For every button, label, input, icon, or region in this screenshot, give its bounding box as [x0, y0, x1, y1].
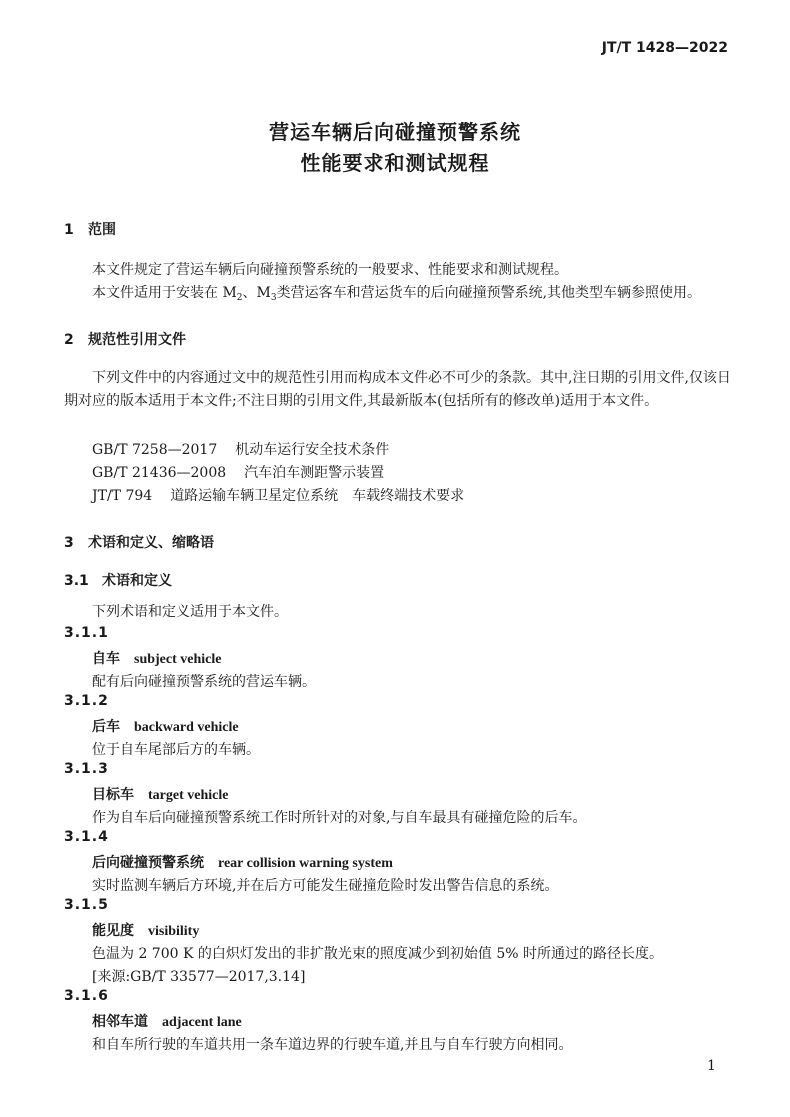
reference-item [92, 485, 464, 505]
term-number: 3.1.4 [64, 829, 109, 845]
term-zh: 后车 [92, 719, 120, 735]
reference-title: 道路运输车辆卫星定位系统 车载终端技术要求 [170, 488, 465, 504]
term-en: backward vehicle [134, 720, 239, 735]
section-number: 1 [64, 222, 74, 238]
term-zh: 目标车 [92, 787, 134, 803]
term-zh: 能见度 [92, 923, 134, 939]
term-number: 3.1.5 [64, 897, 109, 913]
reference-title: 汽车泊车测距警示装置 [244, 465, 385, 481]
reference-code: JT/T 794 [92, 488, 153, 504]
term-source: [来源:GB/T 33577—2017,3.14] [92, 969, 306, 985]
term-definition: 实时监测车辆后方环境,并在后方可能发生碰撞危险时发出警告信息的系统。 [92, 878, 559, 894]
term-en: adjacent lane [162, 1015, 242, 1030]
section-1-heading [64, 219, 116, 239]
term-number: 3.1.1 [64, 625, 109, 641]
term-en: visibility [148, 924, 200, 939]
reference-title: 机动车运行安全技术条件 [235, 442, 390, 458]
title-line-2: 性能要求和测试规程 [300, 151, 490, 175]
title-line-1: 营运车辆后向碰撞预警系统 [269, 120, 521, 144]
term-definition: 和自车所行驶的车道共用一条车道边界的行驶车道,并且与自车行驶方向相同。 [92, 1037, 573, 1053]
subsection-title: 术语和定义 [102, 573, 172, 589]
reference-code: GB/T 21436—2008 [92, 465, 227, 481]
terms-intro: 下列术语和定义适用于本文件。 [92, 604, 288, 620]
term-entry [92, 1011, 242, 1031]
term-definition: 色温为 2 700 K 的白炽灯发出的非扩散光束的照度减少到初始值 5% 时所通过的路径长度。 [92, 946, 663, 962]
term-entry [92, 716, 239, 736]
term-en: subject vehicle [134, 652, 222, 667]
term-number: 3.1.6 [64, 988, 109, 1004]
term-zh: 后向碰撞预警系统 [92, 855, 204, 871]
term-zh: 自车 [92, 651, 120, 667]
page-number: 1 [707, 1058, 716, 1074]
normative-references-intro: 下列文件中的内容通过文中的规范性引用而构成本文件必不可少的条款。其中,注日期的引用文件,仅该日期对应的版本适用于本文件;不注日期的引用文件,其最新版本(包括所有的修改单)适用于本文件。 [64, 370, 731, 409]
subsection-3-1-heading [64, 570, 172, 590]
term-entry [92, 852, 393, 872]
term-definition: 作为自车后向碰撞预警系统工作时所针对的对象,与自车最具有碰撞危险的后车。 [92, 810, 587, 826]
reference-code: GB/T 7258—2017 [92, 442, 218, 458]
scope-paragraph-2: 本文件适用于安装在 $M_2$、$M_3$类营运客车和营运货车的后向碰撞预警系统,其他类型车辆参照使用。 [92, 285, 702, 303]
scope-paragraph-1: 本文件规定了营运车辆后向碰撞预警系统的一般要求、性能要求和测试规程。 [92, 262, 568, 278]
section-title: 范围 [88, 222, 116, 238]
section-title: 术语和定义、缩略语 [88, 535, 214, 551]
term-en: rear collision warning system [218, 856, 393, 871]
term-entry [92, 784, 228, 804]
term-entry [92, 920, 199, 940]
section-number: 3 [64, 535, 74, 551]
section-2-heading [64, 329, 186, 349]
term-number: 3.1.2 [64, 693, 109, 709]
term-definition: 配有后向碰撞预警系统的营运车辆。 [92, 674, 316, 690]
subsection-number: 3.1 [64, 573, 89, 589]
reference-item [92, 439, 389, 459]
section-number: 2 [64, 332, 74, 348]
section-title: 规范性引用文件 [88, 332, 186, 348]
section-3-heading [64, 532, 214, 552]
term-zh: 相邻车道 [92, 1014, 148, 1030]
document-number: JT/T 1428—2022 [601, 40, 728, 56]
term-en: target vehicle [148, 788, 229, 803]
term-number: 3.1.3 [64, 761, 109, 777]
reference-item [92, 462, 384, 482]
term-definition: 位于自车尾部后方的车辆。 [92, 742, 260, 758]
term-entry [92, 648, 221, 668]
